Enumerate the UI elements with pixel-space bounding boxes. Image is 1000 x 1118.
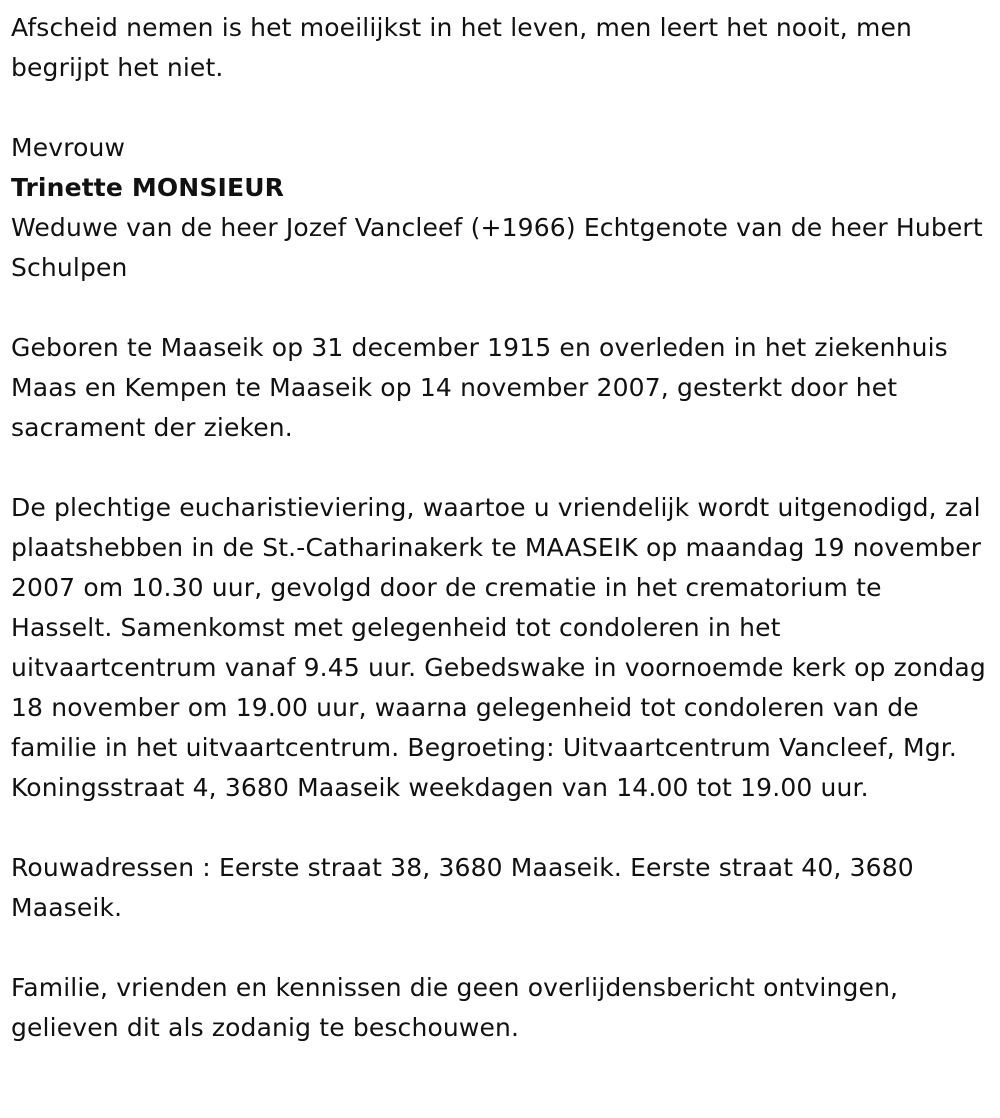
obituary-document [11, 8, 991, 1088]
closing-paragraph: Familie, vrienden en kennissen die geen overlijdensbericht ontvingen, gelieven dit als zodanig te beschouwen. [11, 973, 899, 1042]
birth-death-paragraph: Geboren te Maaseik op 31 december 1915 en overleden in het ziekenhuis Maas en Kempen te Maaseik op 14 november 2007, gesterkt door het sacrament der zieken. [11, 333, 948, 442]
relation-text: Weduwe van de heer Jozef Vancleef (+1966) Echtgenote van de heer Hubert Schulpen [11, 213, 983, 282]
deceased-name: Trinette MONSIEUR [11, 173, 285, 202]
name-block [11, 128, 991, 288]
ceremony-paragraph: De plechtige eucharistieviering, waartoe u vriendelijk wordt uitgenodigd, zal plaatshebben in de St.-Catharinakerk te MAASEIK op maandag 19 november 2007 om 10.30 uur, gevolgd door de crematie in het crematorium te Hasselt. Samenkomst met gelegenheid tot condoleren in het uitvaartcentrum vanaf 9.45 uur. Gebedswake in voornoemde kerk op zondag 18 november om 19.00 uur, waarna gelegenheid tot condoleren van de familie in het uitvaartcentrum. Begroeting: Uitvaartcentrum Vancleef, Mgr. Koningsstraat 4, 3680 Maaseik weekdagen van 14.00 tot 19.00 uur. [11, 493, 986, 802]
addresses-paragraph: Rouwadressen : Eerste straat 38, 3680 Maaseik. Eerste straat 40, 3680 Maaseik. [11, 853, 914, 922]
opening-quote: Afscheid nemen is het moeilijkst in het leven, men leert het nooit, men begrijpt het niet. [11, 13, 912, 82]
salutation: Mevrouw [11, 133, 126, 162]
